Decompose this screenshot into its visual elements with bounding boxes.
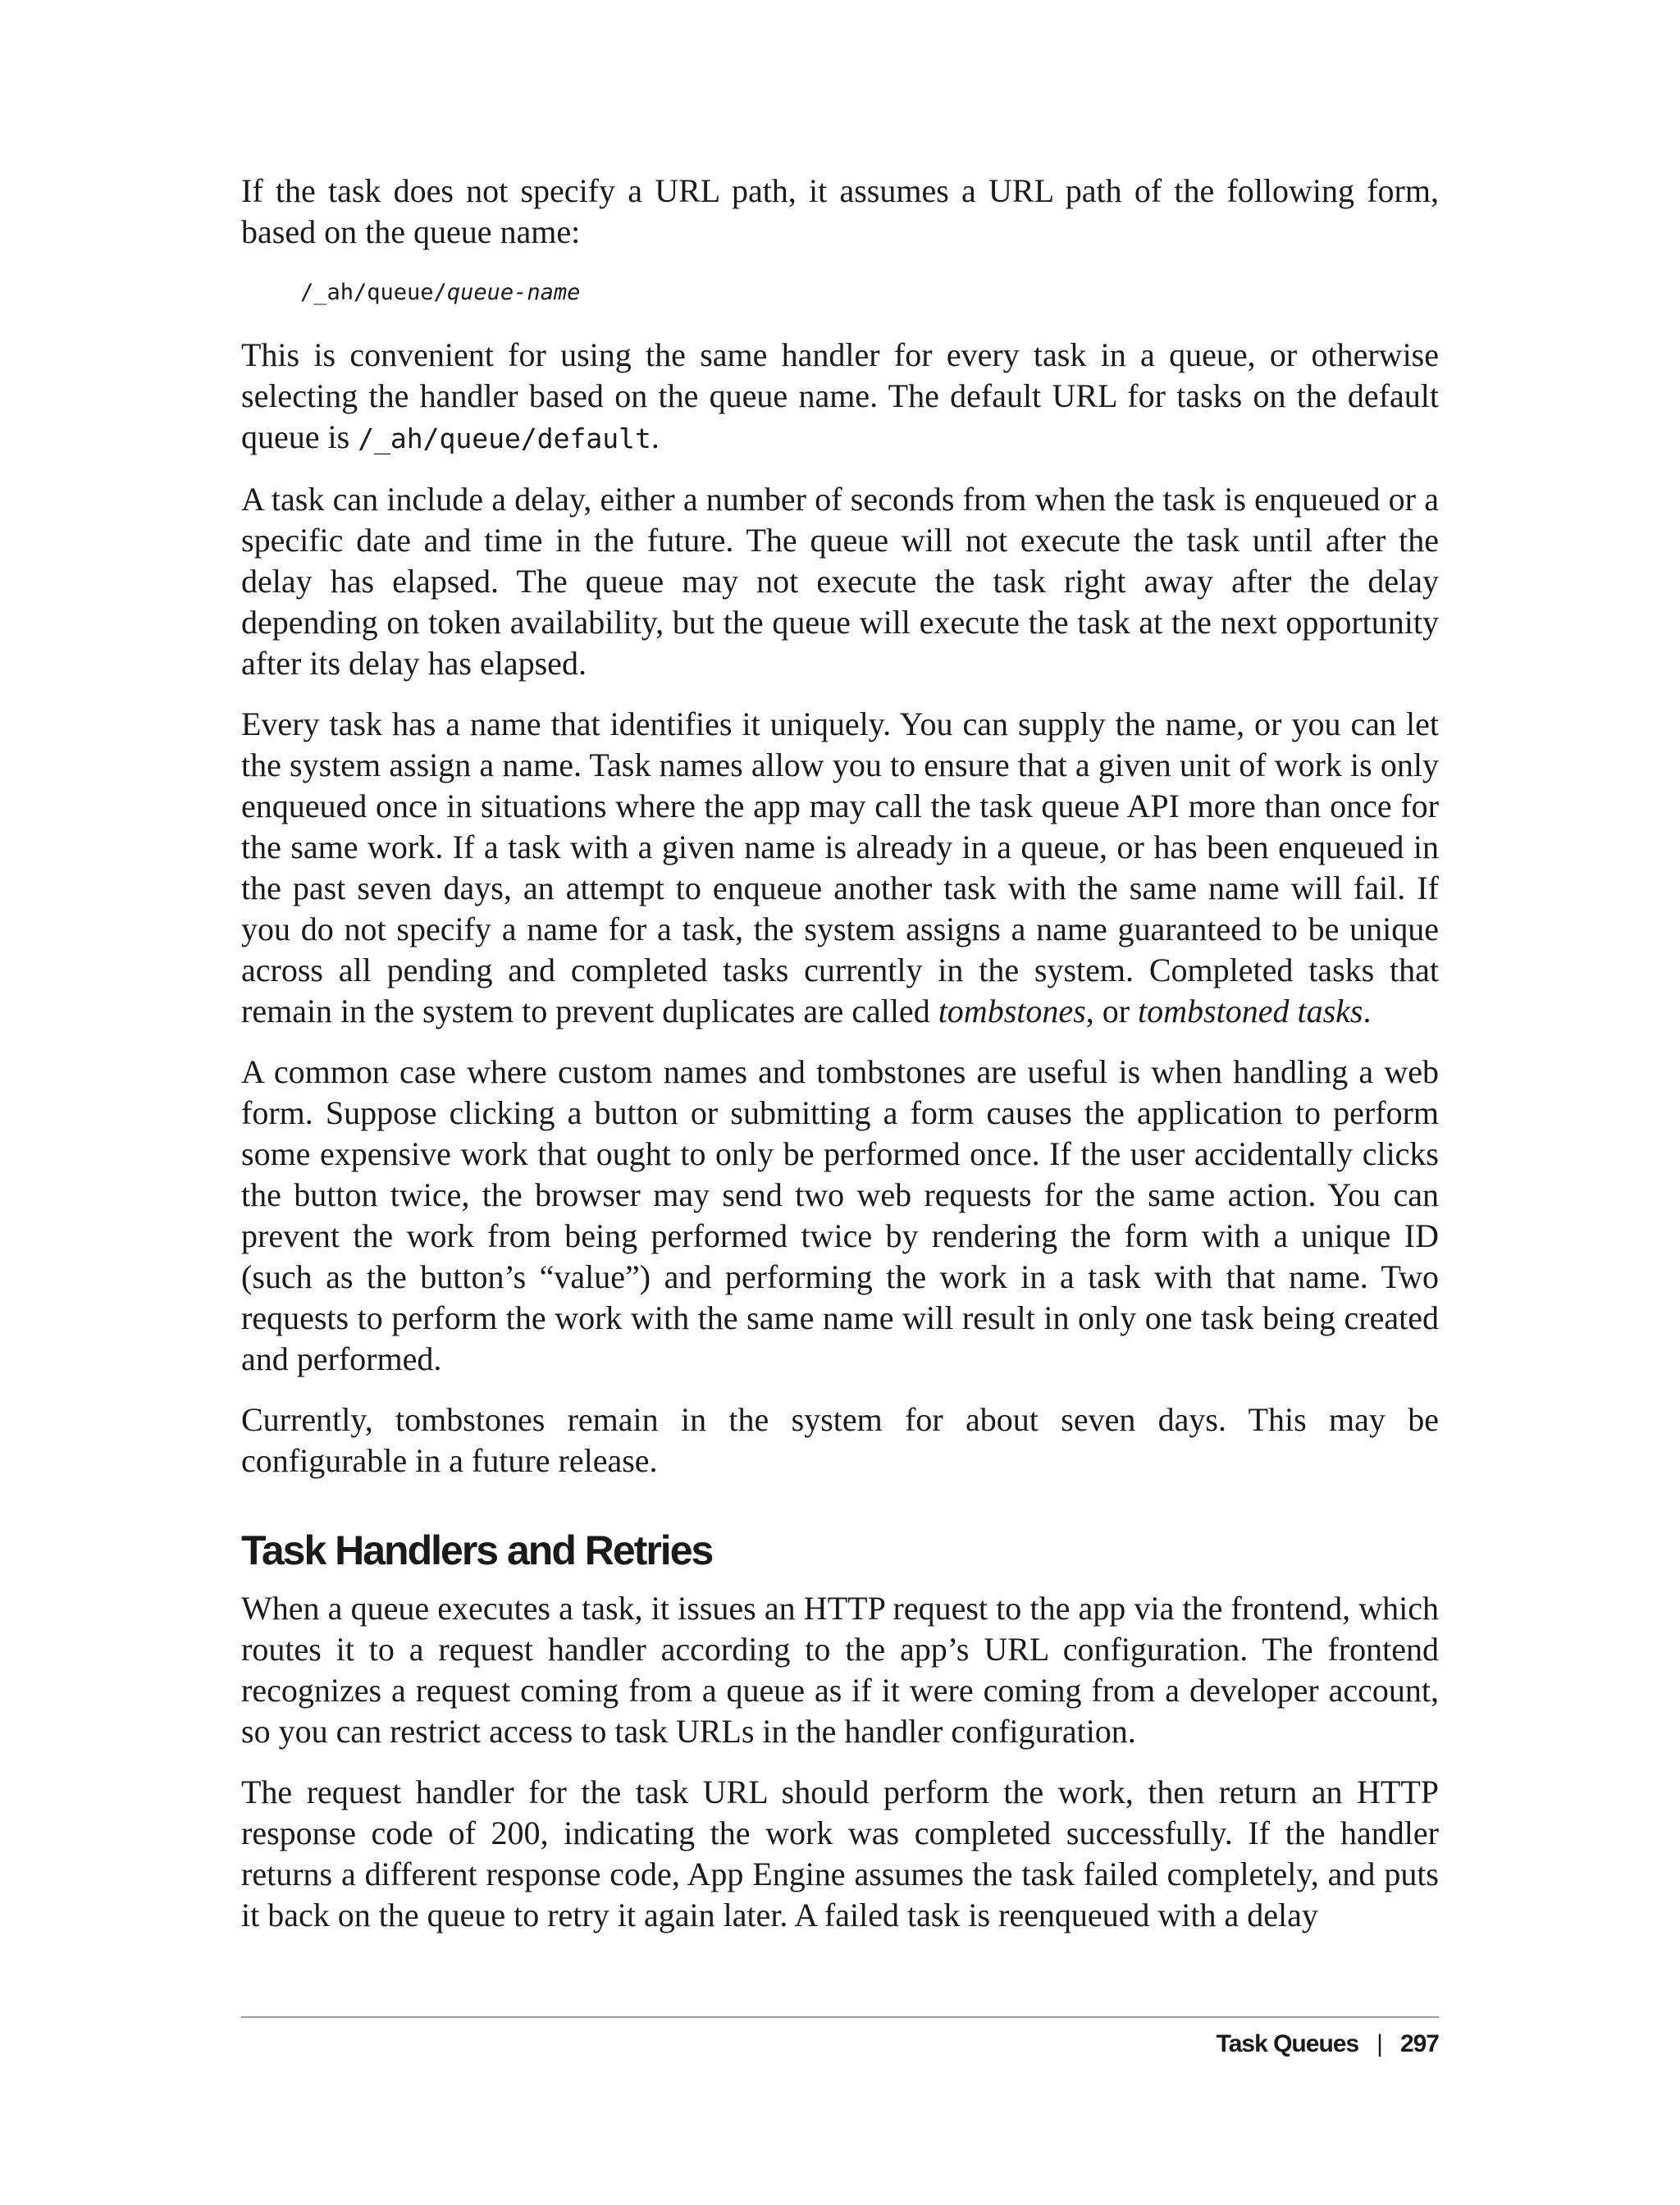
text-run: . [1363,993,1372,1029]
footer-divider [241,2016,1439,2018]
text-run: Every task has a name that identifies it uniquely. You can supply the name, or you can let the system assign a name. Task names allow you to ensure that a given unit of work is only enqueued once in situations where the app may call the task queue API more than once for the same work. If a task with a given name is already in a queue, or has been enqueued in the past seven days, an attempt to enqueue another task with the same name will fail. If you do not specify a name for a task, the system assigns a name guaranteed to be unique across all pending and completed tasks currently in the system. Completed tasks that remain in the system to prevent duplicates are called [241,705,1439,1029]
page-number: 297 [1399,2030,1439,2057]
text-run: . [651,418,660,455]
paragraph-url-path: If the task does not specify a URL path, it assumes a URL path of the following form, based on the queue name: [241,172,1439,250]
running-footer [1217,2028,1439,2061]
paragraph-response-code: The request handler for the task URL should perform the work, then return an HTTP response code of 200, indicating the work was completed successfully. If the handler returns a different response code, App Engine assumes the task failed completely, and puts it back on the queue to retry it again later. A failed task is reenqueued with a delay [241,1774,1439,1933]
footer-separator: | [1376,2030,1382,2057]
paragraph-web-form: A common case where custom names and tombstones are useful is when handling a web form. Suppose clicking a button or submitting a form causes the application to perform some expensive work that ought to only be performed once. If the user accidentally clicks the button twice, the browser may send two web requests for the same action. You can prevent the work from being performed twice by rendering the form with a unique ID (such as the button’s “value”) and performing the work in a task with that name. Two requests to perform the work with the same name will result in only one task being created and performed. [241,1053,1439,1377]
code-url-template [300,272,1439,313]
text-run: , or [1085,993,1139,1029]
paragraph-http-request: When a queue executes a task, it issues an HTTP request to the app via the frontend, which routes it to a request handler according to the app’s URL configuration. The frontend recognizes a request coming from a queue as if it were coming from a developer account, so you can restrict access to task URLs in the handler configuration. [241,1590,1439,1750]
inline-code-default-url: /_ah/queue/default [358,422,651,454]
footer-section-title: Task Queues [1216,2030,1359,2057]
term-tombstones: tombstones [938,993,1086,1029]
code-prefix: /_ah/queue/ [300,280,447,305]
paragraph-default-url [241,335,1439,459]
term-tombstoned-tasks: tombstoned tasks [1138,993,1363,1029]
paragraph-tombstone-duration: Currently, tombstones remain in the system for about seven days. This may be configurable in a future release. [241,1401,1439,1479]
paragraph-task-names [241,704,1439,1032]
page-body [241,171,1439,1956]
text-run: This is convenient for using the same handler for every task in a queue, or otherwise selecting the handler based on the queue name. The default URL for tasks on the default queue is [241,336,1439,455]
paragraph-delay: A task can include a delay, either a number of seconds from when the task is enqueued or a specific date and time in the future. The queue will not execute the task until after the delay has elapsed. The queue may not execute the task right away after the delay depending on token availability, but the queue will execute the task at the next opportunity after its delay has elapsed. [241,481,1439,682]
section-heading: Task Handlers and Retries [241,1527,713,1573]
code-variable: queue-name [446,280,581,305]
